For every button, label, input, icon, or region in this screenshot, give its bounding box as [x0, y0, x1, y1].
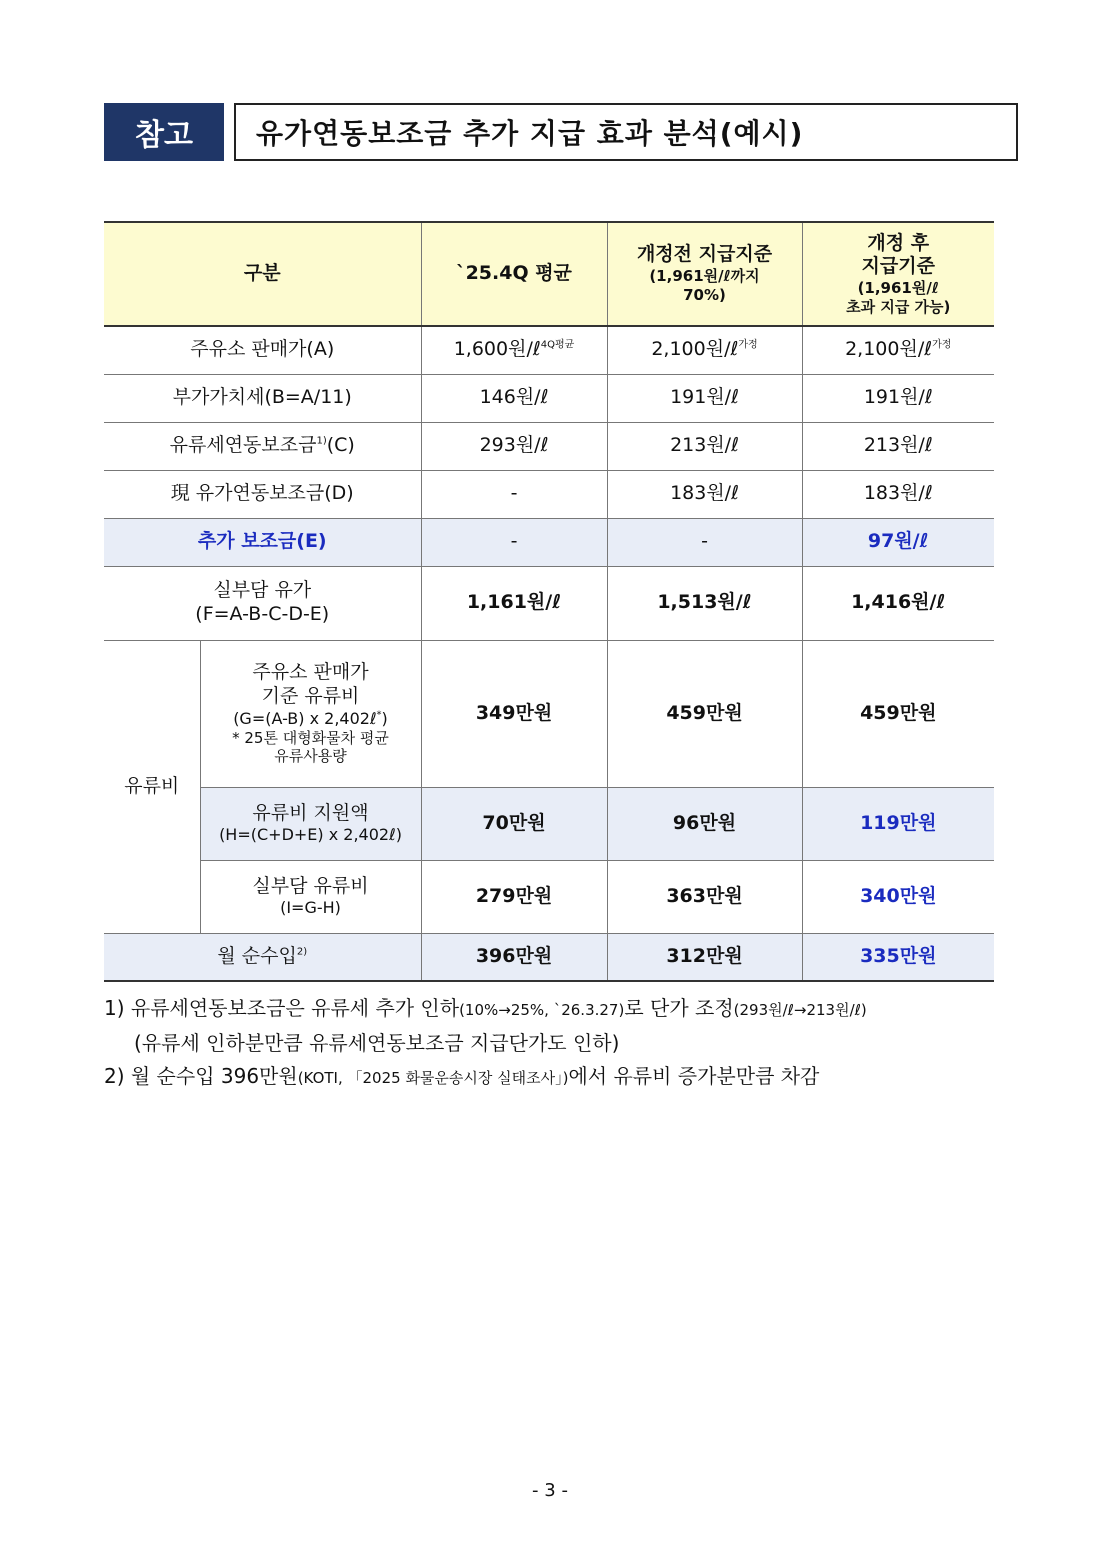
footnote-1-part-b: (10%→25%, `26.3.27): [459, 1001, 625, 1019]
row-d-col3: 183원/ℓ: [802, 470, 994, 518]
footnote-2-part-b: (KOTI, 「2025 화물운송시장 실태조사」): [297, 1069, 569, 1087]
row-g-note2: 유류사용량: [274, 747, 347, 766]
row-a-col3-value: 2,100원/ℓ: [845, 338, 933, 361]
row-j-col1: 396만원: [421, 933, 607, 981]
title-row: [104, 103, 996, 161]
row-f-label: [104, 566, 421, 640]
row-h-col3: 119만원: [802, 787, 994, 860]
footnote-2-part-a: 2) 월 순수입 396만원: [104, 1064, 298, 1088]
row-b-label: 부가가치세(B=A/11): [104, 374, 421, 422]
row-f-col2: 1,513원/ℓ: [607, 566, 802, 640]
row-a-col1: [421, 326, 607, 374]
table-row-c: [104, 422, 994, 470]
row-h-label: [200, 787, 421, 860]
row-i-col3: 340만원: [802, 860, 994, 933]
header-col3-main1: 개정 후: [867, 231, 930, 254]
row-g-note1: * 25톤 대형화물차 평균: [232, 728, 389, 747]
row-g-col2: 459만원: [607, 640, 802, 787]
row-i-label1: 실부담 유류비: [252, 874, 369, 897]
footnote-2: [104, 1060, 1004, 1095]
header-col3-sub2: 초과 지급 가능): [846, 297, 951, 316]
row-f-label1: 실부담 유가: [213, 579, 312, 602]
header-col2: [607, 222, 802, 326]
row-c-label-sup: 1): [316, 435, 327, 447]
row-g-col1: 349만원: [421, 640, 607, 787]
row-g-label3: [205, 709, 417, 729]
row-f-col3: 1,416원/ℓ: [802, 566, 994, 640]
table-row-d: [104, 470, 994, 518]
row-d-label: 現 유가연동보조금(D): [104, 470, 421, 518]
row-g-label3-text: (G=(A-B) x 2,402ℓ: [233, 708, 377, 728]
row-j-label-text: 월 순수입: [217, 944, 297, 967]
row-g-col3: 459만원: [802, 640, 994, 787]
footnotes: [104, 992, 1004, 1095]
row-j-col2: 312만원: [607, 933, 802, 981]
table-row-h: [104, 787, 994, 860]
row-a-col1-value: 1,600원/ℓ: [453, 338, 541, 361]
row-e-col3: 97원/ℓ: [802, 518, 994, 566]
page-number: - 3 -: [532, 1480, 568, 1501]
footnote-2-part-c: 에서 유류비 증가분만큼 차감: [568, 1064, 820, 1088]
row-g-label2: 기준 유류비: [261, 684, 360, 707]
row-j-label-sup: 2): [296, 946, 308, 958]
table-row-a: [104, 326, 994, 374]
row-h-label2: (H=(C+D+E) x 2,402ℓ): [219, 825, 402, 845]
row-c-col1: 293원/ℓ: [421, 422, 607, 470]
table-row-b: [104, 374, 994, 422]
table-row-f: [104, 566, 994, 640]
row-d-col1: -: [421, 470, 607, 518]
row-b-col1: 146원/ℓ: [421, 374, 607, 422]
table-row-i: [104, 860, 994, 933]
header-category: 구분: [104, 222, 421, 326]
row-a-col2-sup: 가정: [738, 340, 758, 352]
header-col3-main2: 지급기준: [861, 255, 935, 278]
row-g-label: [200, 640, 421, 787]
analysis-table: [104, 221, 994, 982]
footnote-1-part-a: 1) 유류세연동보조금은 유류세 추가 인하: [104, 996, 460, 1020]
row-h-col2: 96만원: [607, 787, 802, 860]
row-g-label1: 주유소 판매가: [252, 661, 369, 683]
row-j-col3: 335만원: [802, 933, 994, 981]
row-e-col1: -: [421, 518, 607, 566]
header-col2-main: 개정전 지급지준: [636, 243, 773, 266]
row-i-col1: 279만원: [421, 860, 607, 933]
table-row-e: [104, 518, 994, 566]
row-g-label3-sup: *: [376, 709, 382, 721]
footnote-1-line2: (유류세 인하분만큼 유류세연동보조금 지급단가도 인하): [134, 1031, 620, 1055]
page-title: 유가연동보조금 추가 지급 효과 분석(예시): [234, 103, 1018, 161]
row-a-col2: [607, 326, 802, 374]
row-h-label1: 유류비 지원액: [252, 801, 369, 824]
row-c-col2: 213원/ℓ: [607, 422, 802, 470]
table-header-row: [104, 222, 994, 326]
row-c-label-text: 유류세연동보조금: [169, 434, 317, 457]
row-a-col1-sup: 4Q평균: [540, 340, 575, 352]
row-f-label2: (F=A-B-C-D-E): [195, 603, 330, 625]
header-col1: `25.4Q 평균: [421, 222, 607, 326]
table-row-j: [104, 933, 994, 981]
row-c-label-suffix: (C): [326, 434, 355, 457]
row-j-label: [104, 933, 421, 981]
row-b-col3: 191원/ℓ: [802, 374, 994, 422]
header-col3: [802, 222, 994, 326]
table-row-g: [104, 640, 994, 787]
footnote-1-part-c: 로 단가 조정: [624, 996, 734, 1020]
row-e-label: 추가 보조금(E): [104, 518, 421, 566]
row-b-col2: 191원/ℓ: [607, 374, 802, 422]
header-col2-sub2: 70%): [683, 285, 726, 304]
row-a-col3: [802, 326, 994, 374]
group-fuel-cost-label: 유류비: [104, 640, 200, 933]
row-a-col2-value: 2,100원/ℓ: [651, 338, 739, 361]
row-h-col1: 70만원: [421, 787, 607, 860]
row-f-col1: 1,161원/ℓ: [421, 566, 607, 640]
row-g-label3-end: ): [381, 708, 388, 728]
row-c-label: [104, 422, 421, 470]
row-i-col2: 363만원: [607, 860, 802, 933]
header-col2-sub1: (1,961원/ℓ까지: [649, 267, 760, 286]
row-i-label2: (I=G-H): [280, 898, 341, 918]
reference-badge: 참고: [104, 103, 224, 161]
row-e-col2: -: [607, 518, 802, 566]
row-a-label: 주유소 판매가(A): [104, 326, 421, 374]
row-c-col3: 213원/ℓ: [802, 422, 994, 470]
header-col3-sub1: (1,961원/ℓ: [857, 279, 939, 297]
row-d-col2: 183원/ℓ: [607, 470, 802, 518]
footnote-1: [104, 992, 1004, 1027]
row-i-label: [200, 860, 421, 933]
row-a-col3-sup: 가정: [932, 340, 952, 352]
footnote-1-part-d: (293원/ℓ→213원/ℓ): [733, 1001, 867, 1019]
